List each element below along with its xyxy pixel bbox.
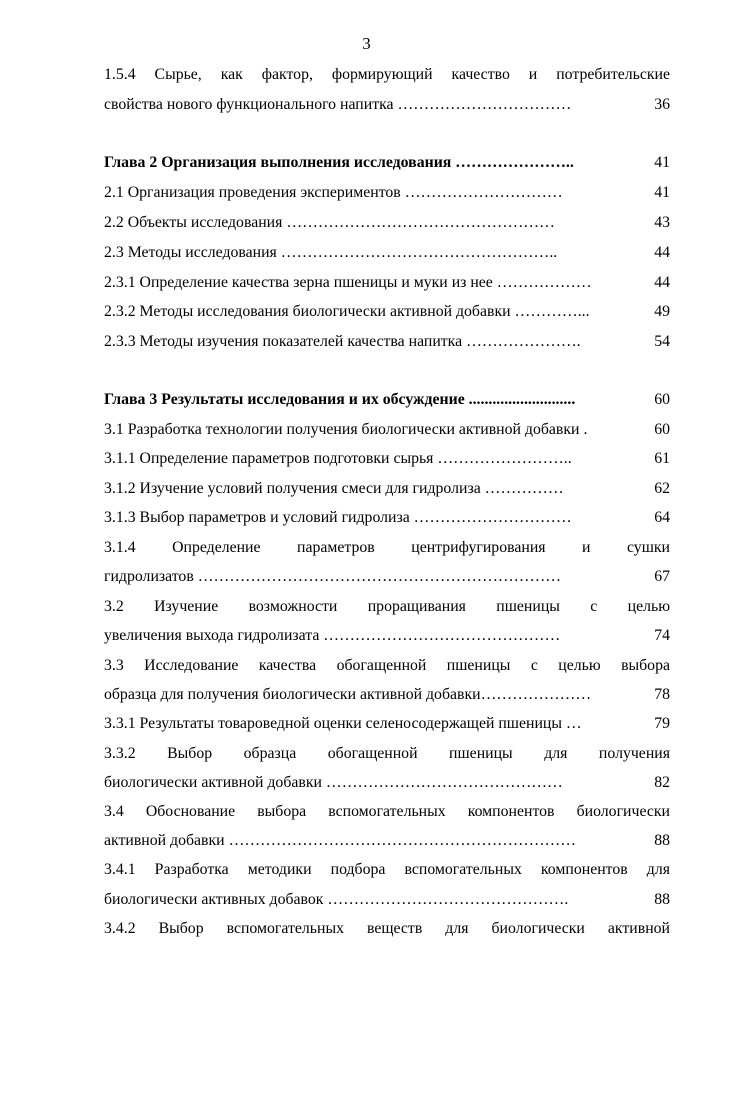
toc-entry-page: 43: [654, 214, 670, 231]
toc-line: 3.4.2 Выбор вспомогательных веществ для биологически активной: [104, 920, 670, 937]
toc-line: [104, 479, 670, 499]
toc-line: [104, 95, 670, 115]
page-number: 3: [362, 34, 371, 53]
toc-entry-page: 36: [654, 96, 670, 113]
toc-entry-page: 60: [654, 421, 670, 438]
toc-entry-title: 2.1 Организация проведения экспериментов …………………………: [104, 184, 563, 201]
toc-entry-page: 49: [654, 303, 670, 320]
toc-entry-title: 3.3.1 Результаты товароведной оценки селеносодержащей пшеницы …: [104, 715, 582, 732]
toc-entry-title: 3.1.3 Выбор параметров и условий гидролиза …………………………: [104, 509, 572, 526]
toc-entry-page: 82: [654, 774, 670, 791]
toc-line: [104, 626, 670, 646]
toc-line: [104, 243, 670, 263]
toc-line: [104, 714, 670, 734]
toc-entry-title: Глава 3 Результаты исследования и их обсуждение ...........................: [104, 391, 576, 408]
toc-line: 3.4.1 Разработка методики подбора вспомогательных компонентов для: [104, 861, 670, 878]
toc-entry-title: свойства нового функционального напитка ……………………………: [104, 96, 572, 113]
toc-entry-title: 2.3.1 Определение качества зерна пшеницы и муки из нее ………………: [104, 274, 592, 291]
toc-line: [104, 390, 670, 410]
toc-entry-title: биологически активных добавок ……………………………………….: [104, 891, 569, 908]
toc-line: [104, 773, 670, 793]
toc-entry-page: 64: [654, 509, 670, 526]
toc-entry-title: 2.2 Объекты исследования ……………………………………………: [104, 214, 555, 231]
toc-entry-page: 62: [654, 480, 670, 497]
toc-entry-title: гидролизатов ……………………………………………………………: [104, 568, 562, 585]
toc-entry-page: 78: [654, 686, 670, 703]
toc-line: 3.2 Изучение возможности проращивания пшеницы с целью: [104, 598, 670, 615]
toc-line: [104, 420, 670, 440]
toc-entry-title: 2.3 Методы исследования ……………………………………………..: [104, 244, 558, 261]
toc-entry-title: увеличения выхода гидролизата ………………………………………: [104, 627, 561, 644]
toc-line: [104, 302, 670, 322]
toc-entry-title: активной добавки …………………………………………………………: [104, 832, 577, 849]
toc-entry-page: 74: [654, 627, 670, 644]
toc-entry-page: 88: [654, 891, 670, 908]
toc-entry-page: 60: [654, 391, 670, 408]
toc-line: [104, 183, 670, 203]
toc-entry-title: образца для получения биологически активной добавки…………………: [104, 686, 592, 703]
toc-entry-page: 88: [654, 832, 670, 849]
toc-line: [104, 273, 670, 293]
toc-entry-page: 67: [654, 568, 670, 585]
toc-line: 3.4 Обоснование выбора вспомогательных компонентов биологически: [104, 803, 670, 820]
toc-line: [104, 153, 670, 173]
toc-entry-page: 61: [654, 450, 670, 467]
toc-entry-title: 2.3.2 Методы исследования биологически активной добавки …………...: [104, 303, 590, 320]
toc-line: [104, 332, 670, 352]
toc-entry-title: 2.3.3 Методы изучения показателей качества напитка ………………….: [104, 333, 581, 350]
toc-line: [104, 685, 670, 705]
toc-entry-title: Глава 2 Организация выполнения исследования …………………..: [104, 154, 574, 171]
toc-entry-page: 54: [654, 333, 670, 350]
toc-line: 1.5.4 Сырье, как фактор, формирующий качество и потребительские: [104, 66, 670, 83]
toc-line: [104, 508, 670, 528]
toc-line: 3.3.2 Выбор образца обогащенной пшеницы для получения: [104, 745, 670, 762]
toc-entry-title: биологически активной добавки ………………………………………: [104, 774, 563, 791]
toc-line: 3.3 Исследование качества обогащенной пшеницы с целью выбора: [104, 657, 670, 674]
toc-line: [104, 890, 670, 910]
toc-line: 3.1.4 Определение параметров центрифугирования и сушки: [104, 539, 670, 556]
toc-entry-title: 3.1.2 Изучение условий получения смеси для гидролиза ……………: [104, 480, 564, 497]
toc-entry-page: 44: [654, 274, 670, 291]
toc-entry-title: 3.1.1 Определение параметров подготовки сырья ……………………..: [104, 450, 572, 467]
toc-entry-title: 3.1 Разработка технологии получения биологически активной добавки .: [104, 421, 588, 438]
toc-entry-page: 41: [654, 154, 670, 171]
toc-line: [104, 831, 670, 851]
toc-line: [104, 567, 670, 587]
toc-entry-page: 41: [654, 184, 670, 201]
toc-entry-page: 79: [654, 715, 670, 732]
toc-line: [104, 213, 670, 233]
toc-entry-page: 44: [654, 244, 670, 261]
toc-line: [104, 449, 670, 469]
